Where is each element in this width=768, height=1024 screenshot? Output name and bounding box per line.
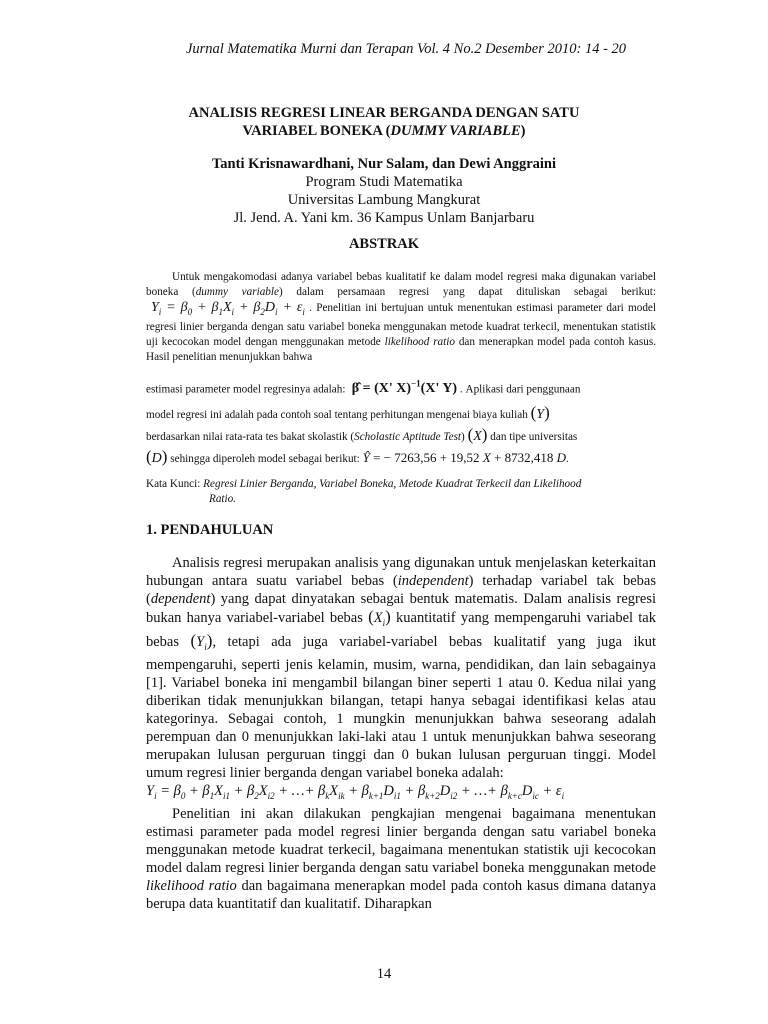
author-address: Jl. Jend. A. Yani km. 36 Kampus Unlam Banjarbaru [233,210,535,226]
abstract-sat-line: berdasarkan nilai rata-rata tes bakat skolastik (Scholastic Aptitude Test) (X) dan tipe universitas [146,425,578,445]
section-body [146,554,656,913]
abstract-heading: ABSTRAK [348,236,420,252]
keywords-label: Kata Kunci: [146,478,201,490]
author-block [0,155,768,227]
beta-estimator-equation: β̂ = (X' X)$^{-1}$(X' Y) [348,378,458,397]
author-program: Program Studi Matematika [305,174,463,190]
page-number: 14 [376,966,392,982]
title-line-1: ANALISIS REGRESI LINEAR BERGANDA DENGAN SATU [188,105,580,121]
author-university: Universitas Lambung Mangkurat [287,192,481,208]
abstract-result-model-line: (D) sehingga diperoleh model sebagai berikut: Ŷ = − 7263,56 + 19,52 X + 8732,418 D. [146,447,569,467]
abstract-paragraph: Untuk mengakomodasi adanya variabel bebas kualitatif ke dalam model regresi maka digunakan variabel boneka (dummy variable) dalam persamaan regresi yang dapat dituliskan sebagai berikut: $Y_i = \beta_0 + \beta_1X_i + \beta_2D_i + \varepsilon_i$ . Penelitian ini bertujuan untuk menentukan estimasi parameter dari model regresi linier berganda dengan satu variabel boneka menggunakan metode kuadrat terkecil, menentukan statistik uji kecocokan model dengan menggunakan metode likelihood ratio dan menerapkan model pada contoh kasus. Hasil penelitian menunjukkan bahwa [146,271,657,363]
abstract-body [146,270,656,467]
paper-title [0,104,768,140]
title-line-2: VARIABEL BONEKA (DUMMY VARIABLE) [242,123,526,139]
abstract-model-equation: $Y_i = \beta_0 + \beta_1X_i + \beta_2D_i + \varepsilon_i$ [146,300,305,317]
body-paragraph-1: Analisis regresi merupakan analisis yang digunakan untuk menjelaskan keterkaitan hubungan antara suatu variabel bebas (independent) terhadap variabel tak bebas (dependent) yang dapat dinyatakan sebagai bentuk matematis. Dalam analisis regresi bukan hanya variabel-variabel bebas $(X_i)$ kuantitatif yang mempengaruhi variabel tak bebas $(Y_i)$, tetapi ada juga variabel-variabel bebas kualitatif yang juga ikut mempengaruhi, seperti jenis kelamin, musim, warna, pendidikan, dan lain sebagainya [1]. Variabel boneka ini mengambil bilangan biner seperti 1 atau 0. Kedua nilai yang diberikan tidak menunjukkan bilangan, tetapi hanya sebagai identifikasi kelas atau kategorinya. Sebagai contoh, 1 mungkin menunjukkan bahwa seseorang adalah perempuan dan 0 menunjukkan laki-laki atau 1 untuk menunjukkan bahwa seseorang merupakan lulusan perguruan tinggi dan 0 bukan lulusan perguruan tinggi. Model umum regresi linier berganda dengan variabel boneka adalah: [146,555,656,781]
journal-header: Jurnal Matematika Murni dan Terapan Vol. 4 No.2 Desember 2010: 14 - 20 [185,41,627,57]
body-paragraph-2: Penelitian ini akan dilakukan pengkajian mengenai bagaimana menentukan estimasi parameter pada model regresi linier berganda dengan satu variabel boneka menggunakan metode kuadrat terkecil, bagaimana menentukan statistik uji kecocokan model dalam regresi linier berganda dengan satu variabel boneka menggunakan metode likelihood ratio dan bagaimana menerapkan model pada contoh kasus dimana datanya berupa data kuantitatif dan kualitatif. Diharapkan [146,805,657,912]
keywords-values-cont: Ratio. [209,493,237,505]
general-model-equation: $Y_i = \beta_0 + \beta_1X_{i1} + \beta_2X_{i2}$ + …+ $\beta_kX_{ik} + \beta_{k+1}D_{i1} + \beta_{k+2}D_{i2}$ + …+ $\beta_{k+c}D_{ic} + \varepsilon_i$ [146,782,565,801]
abstract-application-line: model regresi ini adalah pada contoh soal tentang perhitungan mengenai biaya kuliah (Y) [146,403,550,423]
author-names: Tanti Krisnawardhani, Nur Salam, dan Dewi Anggraini [211,156,557,172]
section-heading: 1. PENDAHULUAN [146,522,274,538]
abstract-estimator-line: estimasi parameter model regresinya adalah: β̂ = (X' X)$^{-1}$(X' Y) . Aplikasi dari penggunaan [146,378,581,397]
fitted-model-equation: Ŷ = − 7263,56 + 19,52 X + 8732,418 D [362,450,566,466]
keywords-values: Regresi Linier Berganda, Variabel Boneka, Metode Kuadrat Terkecil dan Likelihood [203,478,582,490]
keywords-block [146,477,656,507]
